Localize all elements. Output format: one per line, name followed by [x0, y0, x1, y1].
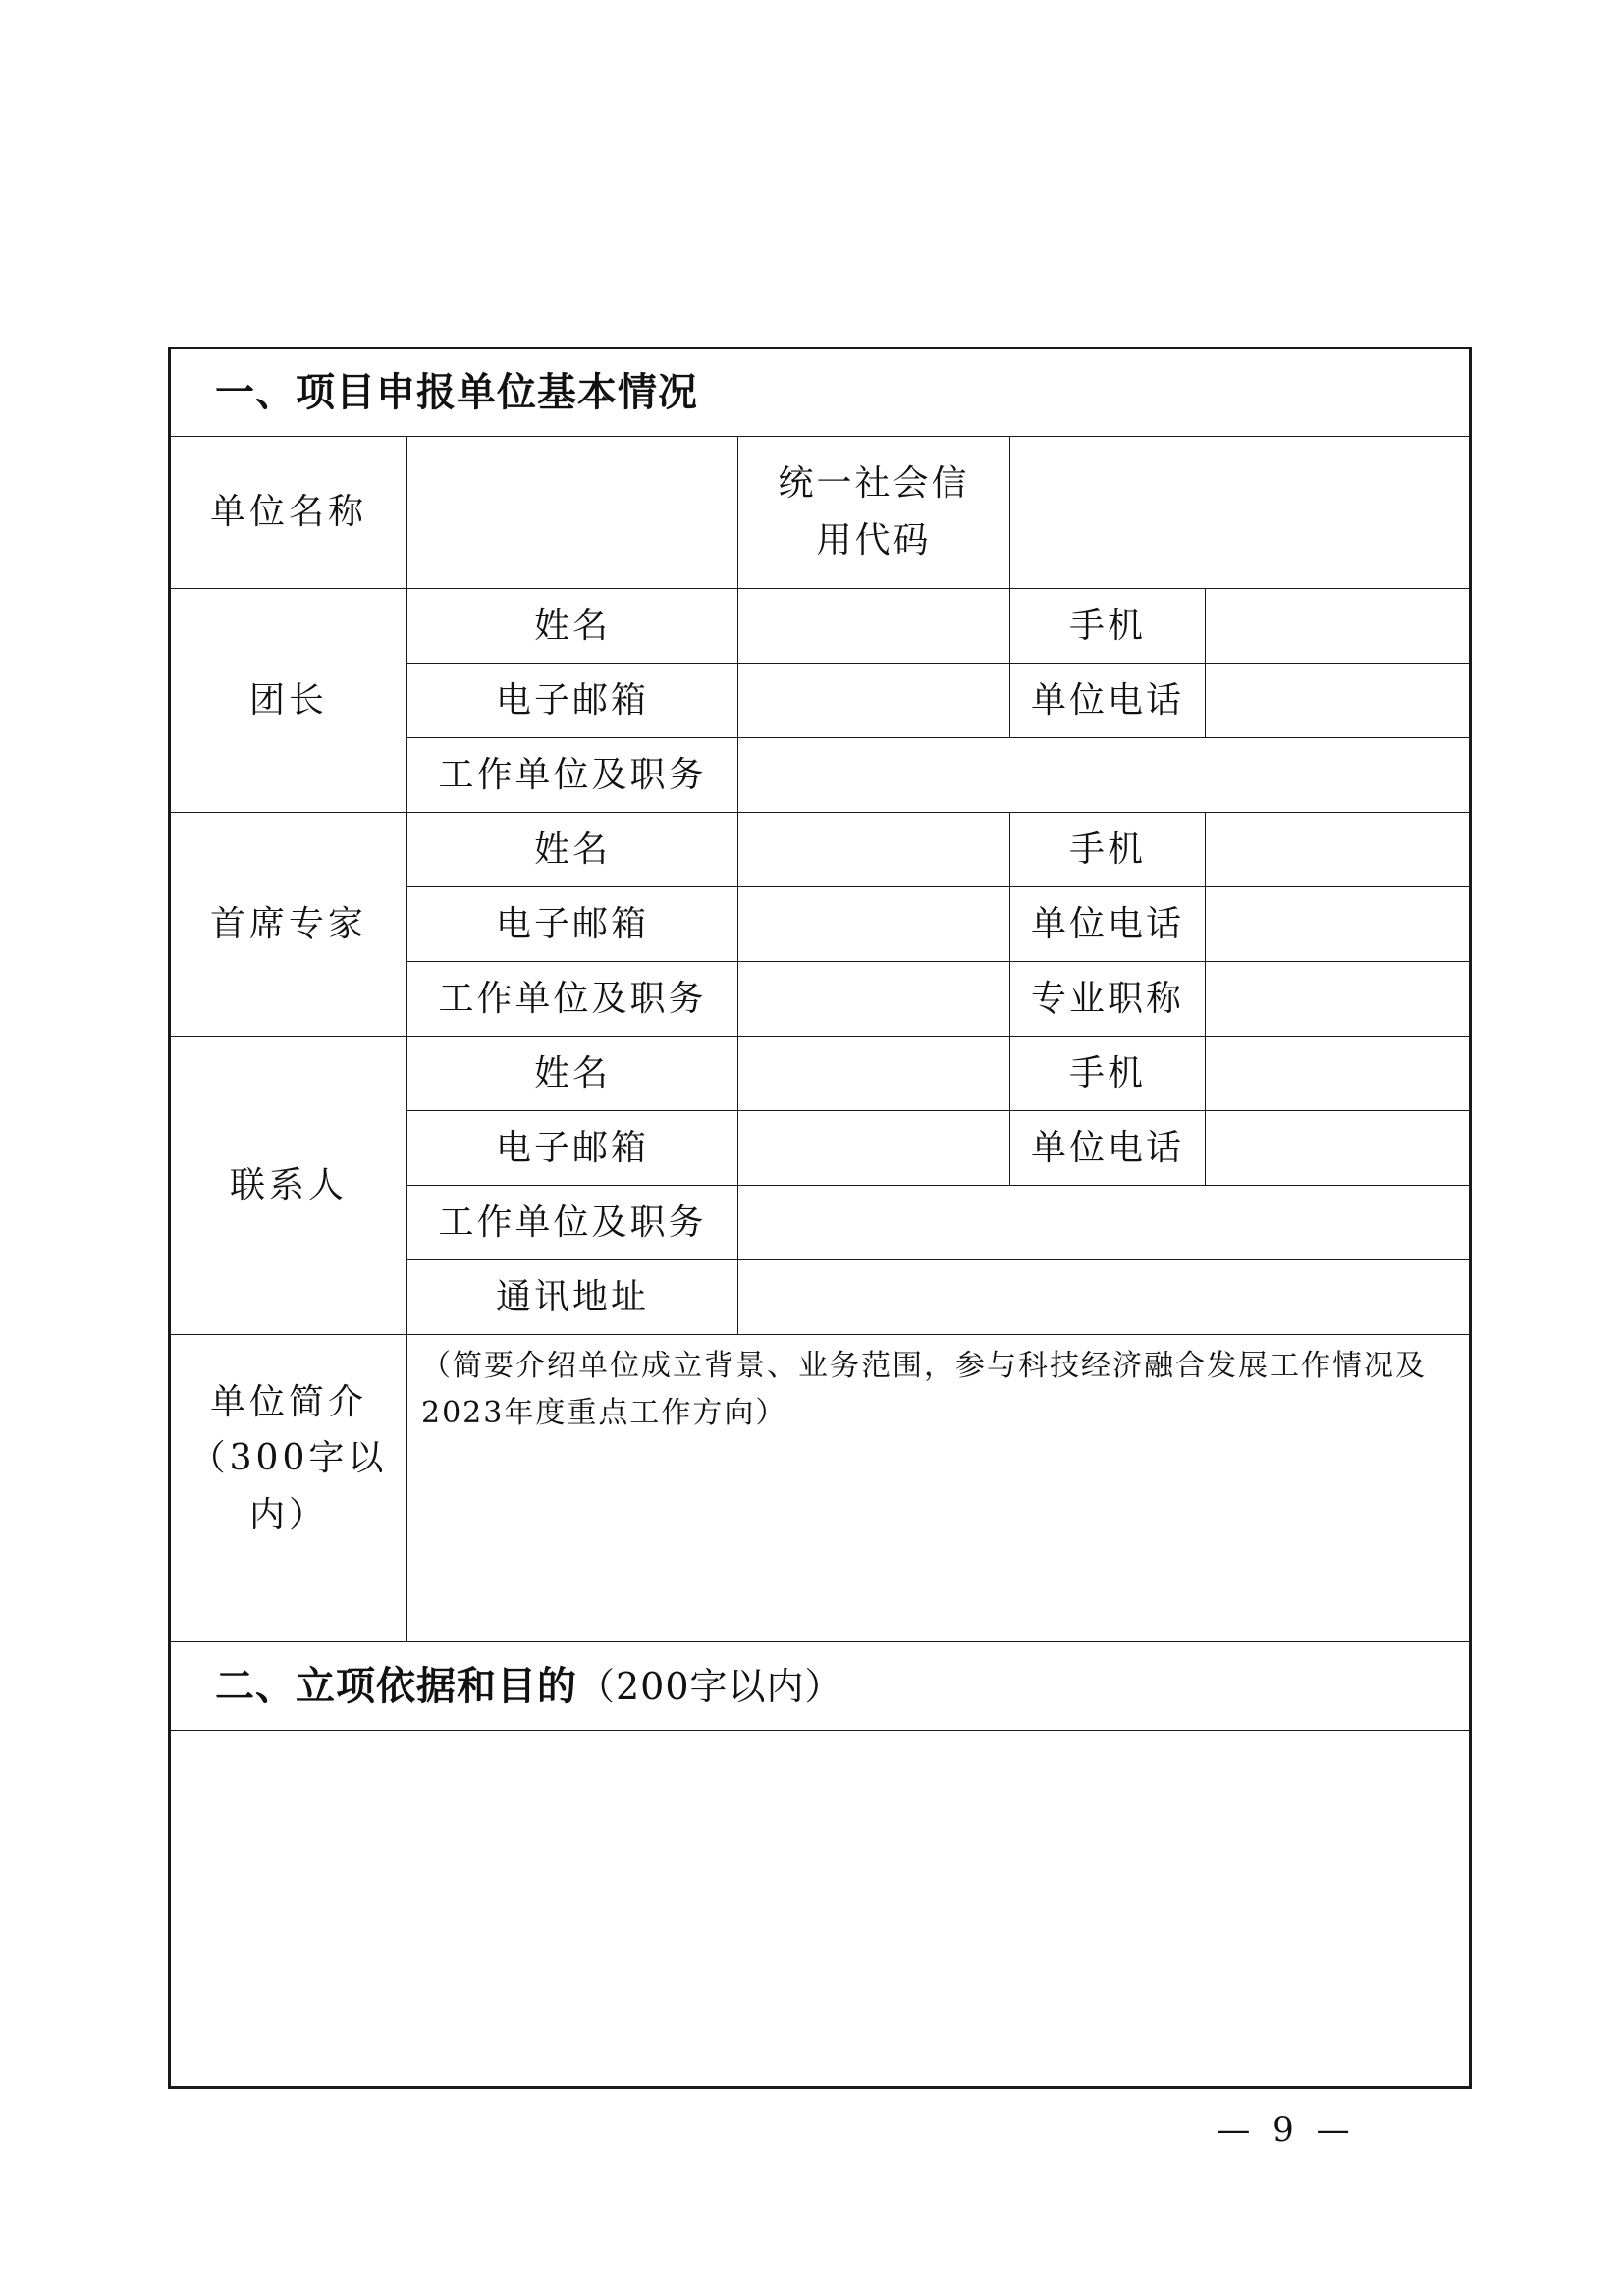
expert-row-name: [170, 813, 1471, 887]
contact-mobile-label: 手机: [1010, 1037, 1206, 1111]
section2-content-field[interactable]: [170, 1731, 1471, 2088]
section2-heading-row: [170, 1642, 1471, 1731]
expert-name-label: 姓名: [407, 813, 738, 887]
leader-group-label: 团长: [170, 589, 407, 813]
contact-office-phone-label: 单位电话: [1010, 1111, 1206, 1186]
expert-workplace-label: 工作单位及职务: [407, 962, 738, 1037]
expert-workplace-field[interactable]: [738, 962, 1010, 1037]
leader-mobile-label: 手机: [1010, 589, 1206, 664]
contact-name-field[interactable]: [738, 1037, 1010, 1111]
contact-workplace-label: 工作单位及职务: [407, 1186, 738, 1260]
contact-row-name: [170, 1037, 1471, 1111]
expert-mobile-field[interactable]: [1206, 813, 1471, 887]
leader-name-field[interactable]: [738, 589, 1010, 664]
leader-office-phone-label: 单位电话: [1010, 664, 1206, 738]
intro-label: [170, 1335, 407, 1642]
contact-name-label: 姓名: [407, 1037, 738, 1111]
intro-label-line1: 单位简介: [209, 1381, 367, 1422]
expert-title-label: 专业职称: [1010, 962, 1206, 1037]
section2-content-row: [170, 1731, 1471, 2088]
intro-hint-text: （简要介绍单位成立背景、业务范围，参与科技经济融合发展工作情况及2023年度重点工作方向）: [421, 1349, 1427, 1430]
leader-office-phone-field[interactable]: [1206, 664, 1471, 738]
unit-name-label: 单位名称: [170, 437, 407, 589]
credit-code-field[interactable]: [1010, 437, 1471, 589]
expert-name-field[interactable]: [738, 813, 1010, 887]
unit-name-field[interactable]: [407, 437, 738, 589]
application-form-table: [168, 347, 1472, 2089]
expert-mobile-label: 手机: [1010, 813, 1206, 887]
contact-office-phone-field[interactable]: [1206, 1111, 1471, 1186]
contact-address-field[interactable]: [738, 1260, 1471, 1335]
expert-title-field[interactable]: [1206, 962, 1471, 1037]
contact-workplace-field[interactable]: [738, 1186, 1471, 1260]
contact-address-label: 通讯地址: [407, 1260, 738, 1335]
unit-row: [170, 437, 1471, 589]
contact-email-field[interactable]: [738, 1111, 1010, 1186]
leader-name-label: 姓名: [407, 589, 738, 664]
leader-workplace-field[interactable]: [738, 738, 1471, 813]
leader-row-name: [170, 589, 1471, 664]
leader-email-field[interactable]: [738, 664, 1010, 738]
intro-label-line3: 内）: [248, 1494, 328, 1535]
section1-heading-row: [170, 348, 1471, 437]
section1-heading: 一、项目申报单位基本情况: [170, 348, 1471, 437]
page-number: — 9 —: [1217, 2110, 1356, 2150]
leader-email-label: 电子邮箱: [407, 664, 738, 738]
expert-office-phone-field[interactable]: [1206, 887, 1471, 962]
contact-group-label: 联系人: [170, 1037, 407, 1335]
leader-workplace-label: 工作单位及职务: [407, 738, 738, 813]
credit-code-label: 统一社会信用代码: [738, 437, 1010, 589]
leader-mobile-field[interactable]: [1206, 589, 1471, 664]
section2-heading-note: （200字以内）: [577, 1664, 843, 1708]
expert-email-label: 电子邮箱: [407, 887, 738, 962]
expert-group-label: 首席专家: [170, 813, 407, 1037]
contact-mobile-field[interactable]: [1206, 1037, 1471, 1111]
expert-email-field[interactable]: [738, 887, 1010, 962]
intro-row: [170, 1335, 1471, 1642]
contact-email-label: 电子邮箱: [407, 1111, 738, 1186]
intro-label-line2: （300字以: [189, 1438, 388, 1479]
section2-heading: [170, 1642, 1471, 1731]
intro-field[interactable]: [407, 1335, 1471, 1642]
expert-office-phone-label: 单位电话: [1010, 887, 1206, 962]
section2-heading-text: 二、立项依据和目的: [215, 1663, 577, 1709]
